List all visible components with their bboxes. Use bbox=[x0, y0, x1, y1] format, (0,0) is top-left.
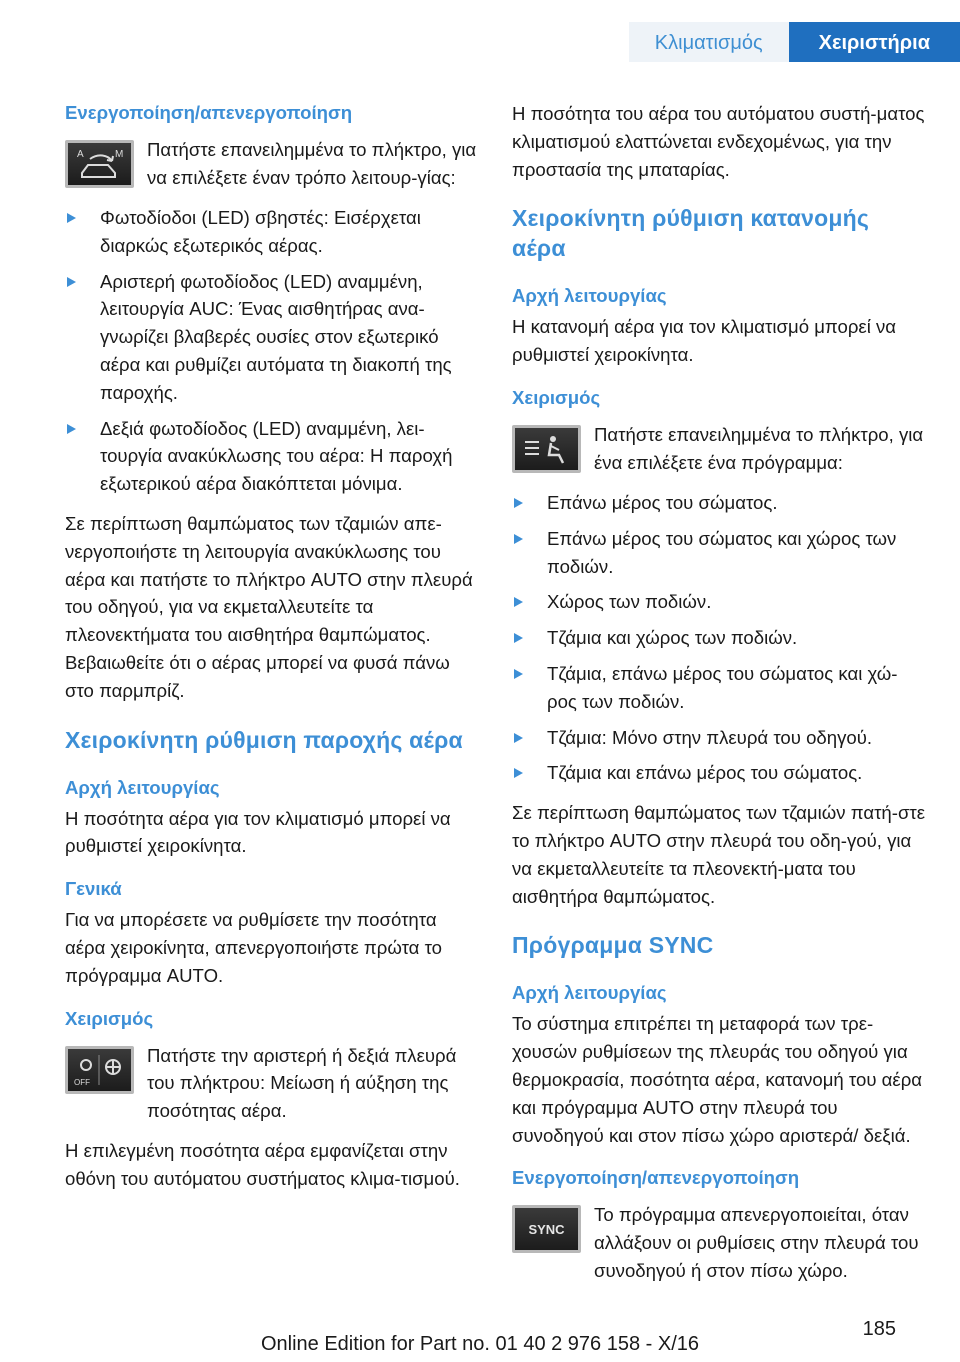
heading-sync: Πρόγραμμα SYNC bbox=[512, 932, 714, 959]
left-column bbox=[65, 100, 479, 1205]
program-list bbox=[512, 489, 926, 787]
list-item: Τζάμια: Μόνο στην πλευρά του οδηγού. bbox=[512, 724, 926, 752]
recirculation-button-icon bbox=[65, 140, 134, 188]
display-paragraph: Η επιλεγμένη ποσότητα αέρα εμφανίζεται στην οθόνη του αυτόματου συστήματος κλιμα‐τισμού. bbox=[65, 1139, 460, 1189]
principle-paragraph: Η κατανομή αέρα για τον κλιματισμό μπορεί να ρυθμιστεί χειροκίνητα. bbox=[512, 316, 897, 366]
list-item: Τζάμια και επάνω μέρος του σώματος. bbox=[512, 759, 926, 787]
list-item: Χώρος των ποδιών. bbox=[512, 588, 926, 616]
fan-off-label: OFF bbox=[74, 1077, 90, 1087]
tab-controls[interactable]: Χειριστήρια bbox=[789, 22, 960, 62]
heading-activate: Ενεργοποίηση/απενεργοποίηση bbox=[512, 1167, 800, 1189]
fog-paragraph: Σε περίπτωση θαμπώματος των τζαμιών πατή‐στε το πλήκτρο AUTO στην πλευρά του οδη‐γού, για να εκμεταλλευτείτε τα πλεονεκτή‐ματα του αισθητήρα θαμπώματος. bbox=[512, 802, 926, 907]
fan-row bbox=[65, 1042, 479, 1125]
tab-climate[interactable]: Κλιματισμός bbox=[629, 22, 789, 62]
am-label-a: A bbox=[77, 149, 84, 160]
list-item: Τζάμια και χώρος των ποδιών. bbox=[512, 624, 926, 652]
header-tabs bbox=[629, 22, 960, 62]
list-item: Φωτοδίοδοι (LED) σβηστές: Εισέρχεται διαρκώς εξωτερικός αέρας. bbox=[65, 204, 479, 260]
heading-activate: Ενεργοποίηση/απενεργοποίηση bbox=[65, 102, 353, 123]
general-paragraph: Για να μπορέσετε να ρυθμίσετε την ποσότητα αέρα χειροκίνητα, απενεργοποιήστε πρώτα το πρόγραμμα AUTO. bbox=[65, 909, 442, 986]
list-item: Τζάμια, επάνω μέρος του σώματος και χώ‐ρος των ποδιών. bbox=[512, 660, 926, 716]
press-repeat-text: Πατήστε επανειλημμένα το πλήκτρο, για ένα επιλέξετε ένα πρόγραμμα: bbox=[594, 423, 924, 473]
list-item: Επάνω μέρος του σώματος και χώρος των ποδιών. bbox=[512, 525, 926, 581]
heading-manual-distribution: Χειροκίνητη ρύθμιση κατανομής αέρα bbox=[512, 205, 870, 262]
fan-button-icon bbox=[65, 1046, 134, 1094]
fog-paragraph: Σε περίπτωση θαμπώματος των τζαμιών απε‐νεργοποιήστε τη λειτουργία ανακύκλωσης του αέρα και πατήστε το πλήκτρο AUTO στην πλευρά του οδηγού, για να εκμεταλλευτείτε τα πλεονεκτήματα του αισθητήρα θαμπώματος. Βεβαιωθείτε ότι ο αέρας μπορεί να φυσά πάνω στο παρμπρίζ. bbox=[65, 512, 473, 701]
list-item: Επάνω μέρος του σώματος. bbox=[512, 489, 926, 517]
continuation-paragraph: Η ποσότητα του αέρα του αυτόματου συστή‐ματος κλιματισμού ελαττώνεται ενδεχομένως, για την προστασία της μπαταρίας. bbox=[512, 103, 925, 180]
heading-manual-flow: Χειροκίνητη ρύθμιση παροχής αέρα bbox=[65, 726, 463, 753]
page-number: 185 bbox=[862, 1318, 896, 1340]
list-item: Αριστερή φωτοδίοδος (LED) αναμμένη, λειτουργία AUC: Ένας αισθητήρας ανα‐γνωρίζει βλαβερές ουσίες στον εξωτερικό αέρα και ρυθμίζει αυτόματα τη διακοπή της παροχής. bbox=[65, 268, 479, 407]
heading-principle: Αρχή λειτουργίας bbox=[65, 776, 220, 798]
footer-edition: Online Edition for Part no. 01 40 2 976 158 - X/16 bbox=[260, 1333, 700, 1355]
heading-operation: Χειρισμός bbox=[512, 386, 601, 408]
distribution-button-icon bbox=[512, 425, 581, 473]
sync-label: SYNC bbox=[528, 1222, 565, 1238]
am-label-m: M bbox=[115, 149, 124, 160]
principle-paragraph: Η ποσότητα αέρα για τον κλιματισμό μπορεί να ρυθμιστεί χειροκίνητα. bbox=[65, 807, 451, 857]
heading-general: Γενικά bbox=[65, 878, 122, 900]
sync-button-icon bbox=[512, 1205, 581, 1253]
right-column bbox=[512, 100, 926, 1297]
sync-off-text: Το πρόγραμμα απενεργοποιείται, όταν αλλάξουν οι ρυθμίσεις στην πλευρά του συνοδηγού ή στον πίσω χώρο. bbox=[594, 1204, 919, 1281]
list-item: Δεξιά φωτοδίοδος (LED) αναμμένη, λει‐τουργία ανακύκλωσης του αέρα: Η παροχή εξωτερικού αέρα διακόπτεται μόνιμα. bbox=[65, 415, 479, 498]
recirculation-row bbox=[65, 136, 479, 192]
heading-operation: Χειρισμός bbox=[65, 1007, 154, 1029]
distribution-row bbox=[512, 421, 926, 477]
operation-text: Πατήστε την αριστερή ή δεξιά πλευρά του πλήκτρου: Μείωση ή αύξηση της ποσότητας αέρα. bbox=[147, 1044, 457, 1122]
sync-row bbox=[512, 1201, 926, 1284]
heading-principle: Αρχή λειτουργίας bbox=[512, 285, 667, 307]
heading-principle-sync: Αρχή λειτουργίας bbox=[512, 982, 667, 1004]
press-repeat-text: Πατήστε επανειλημμένα το πλήκτρο, για να επιλέξετε έναν τρόπο λειτουρ‐γίας: bbox=[147, 139, 477, 188]
mode-list bbox=[65, 204, 479, 498]
sync-paragraph: Το σύστημα επιτρέπει τη μεταφορά των τρε‐χουσών ρυθμίσεων της πλευράς του οδηγού για θερμοκρασία, ποσότητα αέρα, κατανομή του αέρα και πρόγραμμα AUTO στην πλευρά του συνοδηγού και στον πίσω χώρο αριστερά/ δεξιά. bbox=[512, 1013, 923, 1146]
